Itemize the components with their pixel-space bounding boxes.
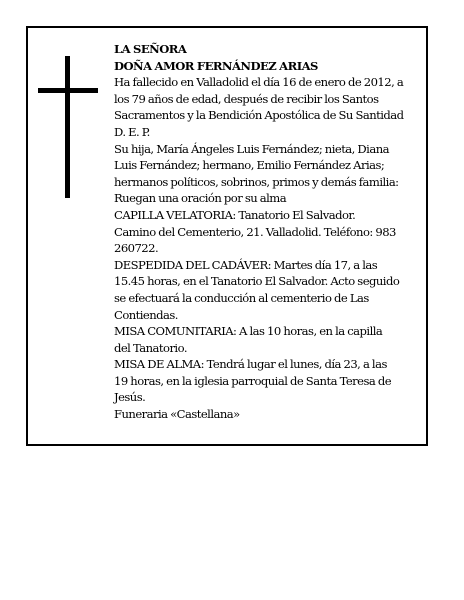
text-line: Camino del Cementerio, 21. Valladolid. Teléfono: 983 bbox=[114, 224, 396, 239]
cross-vertical-bar bbox=[65, 56, 70, 198]
text-line: DESPEDIDA DEL CADÁVER: Martes día 17, a las bbox=[114, 257, 378, 272]
text-line: Su hija, María Ángeles Luis Fernández; nieta, Diana bbox=[114, 141, 389, 156]
obituary-notice bbox=[26, 26, 428, 446]
text-line: se efectuará la conducción al cementerio de Las bbox=[114, 290, 369, 305]
funeral-home: Funeraria «Castellana» bbox=[114, 407, 240, 422]
text-line: hermanos políticos, sobrinos, primos y demás familia: bbox=[114, 174, 399, 189]
text-line: 15.45 horas, en el Tanatorio El Salvador. Acto seguido bbox=[114, 274, 400, 289]
deceased-name: DOÑA AMOR FERNÁNDEZ ARIAS bbox=[114, 58, 318, 73]
text-line: D. E. P. bbox=[114, 124, 150, 139]
text-line: 19 horas, en la iglesia parroquial de Santa Teresa de bbox=[114, 373, 392, 388]
text-line: MISA COMUNITARIA: A las 10 horas, en la capilla bbox=[114, 324, 383, 339]
text-line: Ha fallecido en Valladolid el día 16 de enero de 2012, a bbox=[114, 75, 404, 90]
text-line: los 79 años de edad, después de recibir los Santos bbox=[114, 91, 379, 106]
heading-title: LA SEÑORA bbox=[114, 42, 187, 56]
text-line: 260722. bbox=[114, 241, 159, 256]
text-line: Jesús. bbox=[114, 390, 146, 405]
text-line: MISA DE ALMA: Tendrá lugar el lunes, día 23, a las bbox=[114, 357, 387, 372]
text-line: Luis Fernández; hermano, Emilio Fernández Arias; bbox=[114, 158, 385, 173]
text-line: Sacramentos y la Bendición Apostólica de Su Santidad bbox=[114, 108, 404, 123]
text-line: CAPILLA VELATORIA: Tanatorio El Salvador. bbox=[114, 207, 356, 222]
obituary-text bbox=[114, 41, 421, 423]
text-line: Contiendas. bbox=[114, 307, 178, 322]
cross-horizontal-bar bbox=[38, 88, 98, 93]
text-line: Ruegan una oración por su alma bbox=[114, 191, 287, 206]
cross-icon bbox=[38, 56, 98, 198]
text-line: del Tanatorio. bbox=[114, 340, 187, 355]
